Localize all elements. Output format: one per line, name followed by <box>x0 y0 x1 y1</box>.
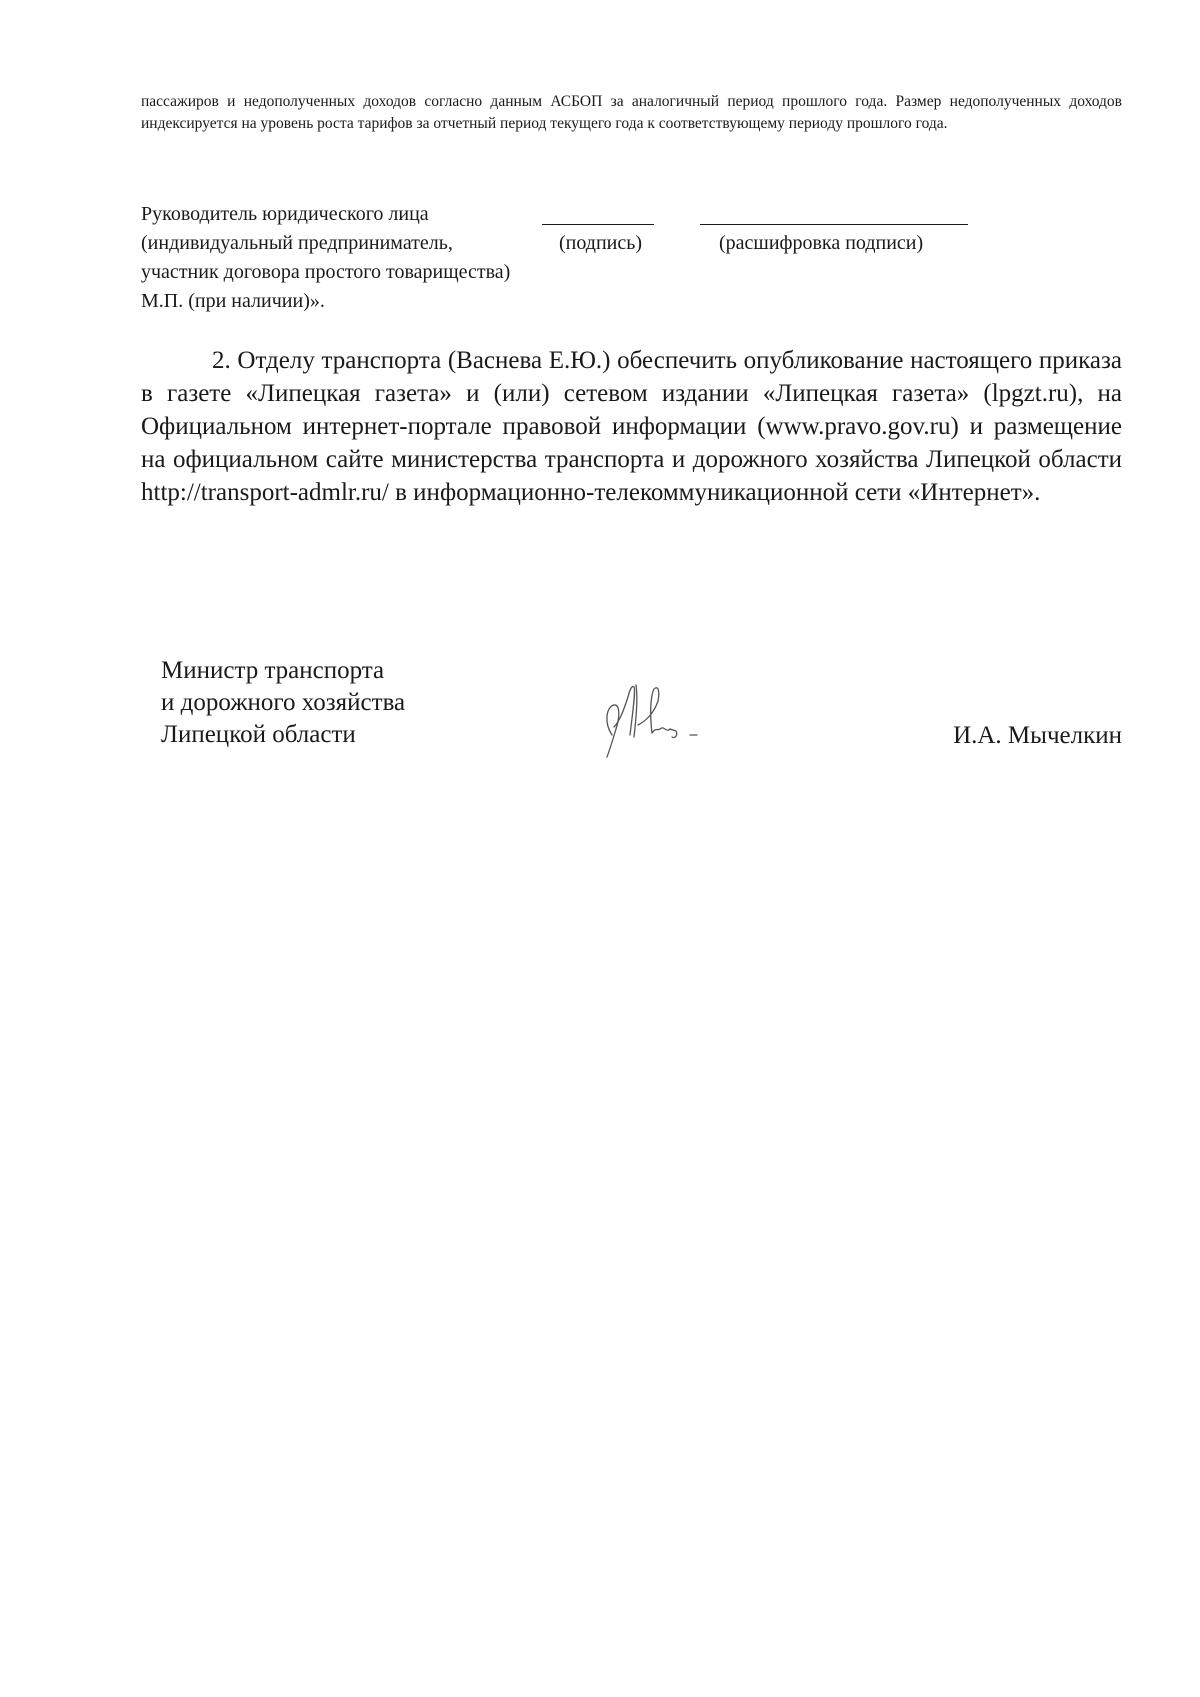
minister-title-line-2: и дорожного хозяйства <box>161 689 406 716</box>
continuation-paragraph: пассажиров и недополученных доходов согласно данным АСБОП за аналогичный период прошлого года. Размер недополученных доходов индексируется на уровень роста тарифов за отчетный период текущего года к соответствующему периоду прошлого года. <box>141 93 1122 132</box>
decoding-caption: (расшифровка подписи) <box>719 232 924 254</box>
signature-form <box>141 203 1101 323</box>
minister-name: И.А. Мычелкин <box>953 722 1122 749</box>
handwritten-signature <box>598 677 708 765</box>
signature-caption: (подпись) <box>559 232 643 254</box>
signature-blank-line <box>542 224 654 225</box>
signature-form-line-1: Руководитель юридического лица <box>141 203 429 225</box>
paragraph-2: 2. Отделу транспорта (Васнева Е.Ю.) обеспечить опубликование настоящего приказа в газете «Липецкая газета» и (или) сетевом издании «Липецкая газета» (lpgzt.ru), на Официальном интернет-портале правовой информации (www.pravo.gov.ru) и размещение на официальном сайте министерства транспорта и дорожного хозяйства Липецкой области http://transport-admlr.ru/ в информационно-телекоммуникационной сети «Интернет». <box>141 347 1122 506</box>
signature-form-line-2: (индивидуальный предприниматель, <box>141 232 453 254</box>
minister-title-line-1: Министр транспорта <box>161 657 385 684</box>
minister-title-line-3: Липецкой области <box>161 721 356 748</box>
signature-form-line-3: участник договора простого товарищества) <box>141 261 511 283</box>
signature-form-line-4: М.П. (при наличии)». <box>141 290 325 312</box>
decoding-blank-line <box>700 224 968 225</box>
minister-title <box>161 655 405 751</box>
